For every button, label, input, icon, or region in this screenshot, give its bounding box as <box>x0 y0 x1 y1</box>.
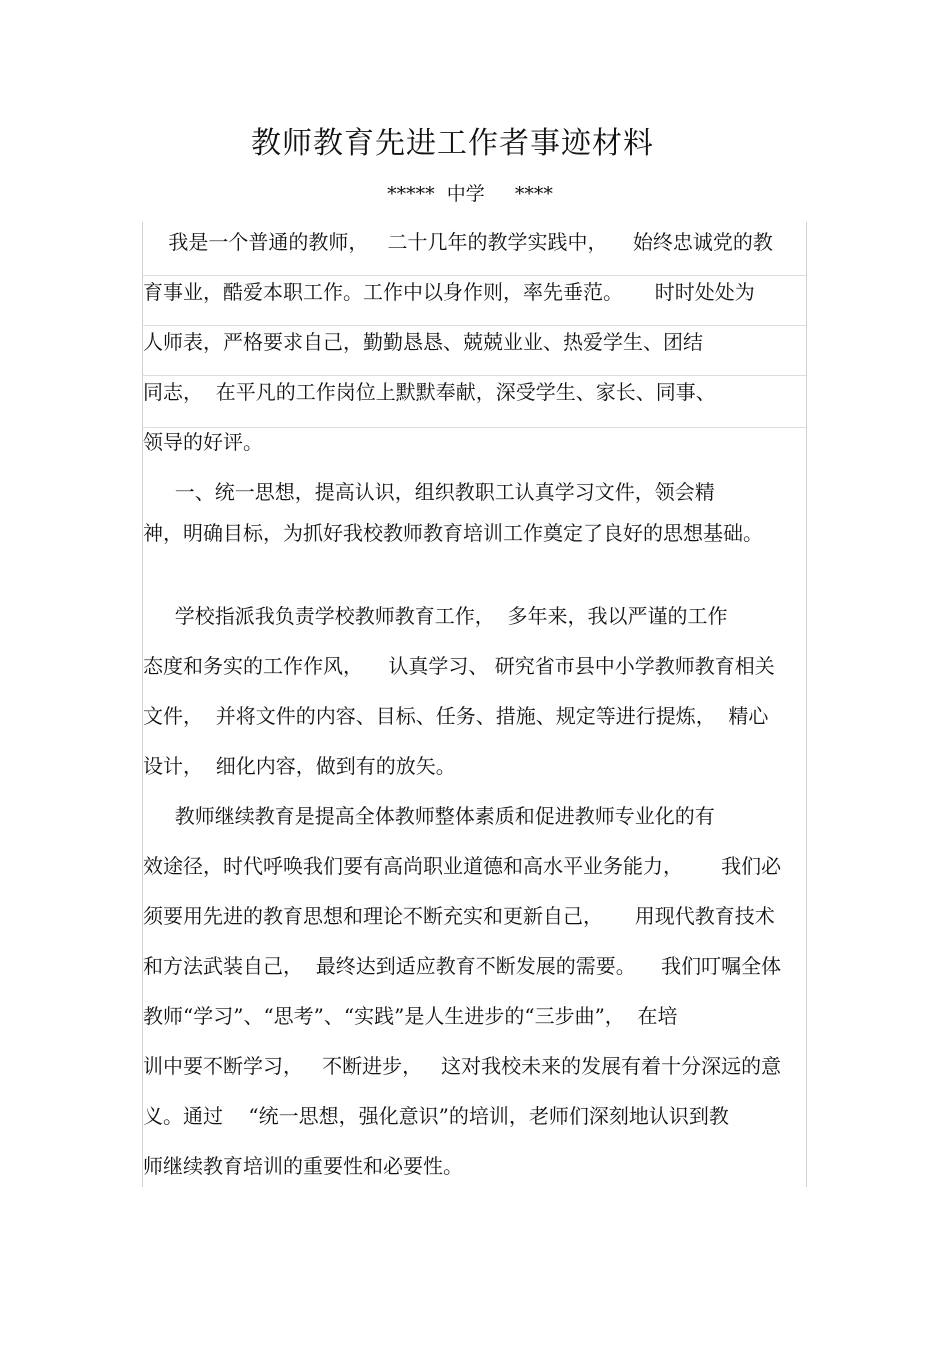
body-line: 同志， 在平凡的工作岗位上默默奉献，深受学生、家长、同事、 <box>143 380 716 404</box>
frame-rule-1 <box>142 275 806 276</box>
document-title: 教师教育先进工作者事迹材料 <box>251 126 654 161</box>
body-line: 教师继续教育是提高全体教师整体素质和促进教师专业化的有 <box>143 804 715 828</box>
document-subtitle: ***** 中学 **** <box>387 183 553 205</box>
body-line: 领导的好评。 <box>143 430 263 454</box>
frame-rule-3 <box>142 375 806 376</box>
body-line: 须要用先进的教育思想和理论不断充实和更新自己， 用现代教育技术 <box>143 904 775 928</box>
body-line: 我是一个普通的教师， 二十几年的教学实践中， 始终忠诚党的教 <box>143 230 773 254</box>
body-line: 师继续教育培训的重要性和必要性。 <box>143 1154 463 1178</box>
body-line: 设计， 细化内容，做到有的放矢。 <box>143 754 456 778</box>
body-line: 效途径，时代呼唤我们要有高尚职业道德和高水平业务能力， 我们必 <box>143 854 782 878</box>
body-line: 文件， 并将文件的内容、目标、任务、措施、规定等进行提炼， 精心 <box>143 704 769 728</box>
frame-right-rule <box>806 222 807 1187</box>
body-line: 学校指派我负责学校教师教育工作， 多年来，我以严谨的工作 <box>143 604 728 628</box>
body-line: 训中要不断学习， 不断进步， 这对我校未来的发展有着十分深远的意 <box>143 1054 782 1078</box>
body-line: 人师表，严格要求自己，勤勤恳恳、兢兢业业、热爱学生、团结 <box>143 330 703 354</box>
body-line: 育事业，酷爱本职工作。工作中以身作则，率先垂范。 时时处处为 <box>143 280 755 304</box>
body-line: 神，明确目标，为抓好我校教师教育培训工作奠定了良好的思想基础。 <box>143 521 763 545</box>
body-line: 和方法武装自己， 最终达到适应教育不断发展的需要。 我们叮嘱全体 <box>143 954 782 978</box>
body-line: 态度和务实的工作作风， 认真学习、 研究省市县中小学教师教育相关 <box>143 654 775 678</box>
body-line: 一、统一思想，提高认识，组织教职工认真学习文件，领会精 <box>143 480 715 504</box>
body-line: 义。通过 “统一思想，强化意识”的培训，老师们深刻地认识到教 <box>143 1104 729 1128</box>
body-line: 教师“学习”、“思考”、“实践”是人生进步的“三步曲”， 在培 <box>143 1004 678 1028</box>
frame-rule-2 <box>142 325 806 326</box>
